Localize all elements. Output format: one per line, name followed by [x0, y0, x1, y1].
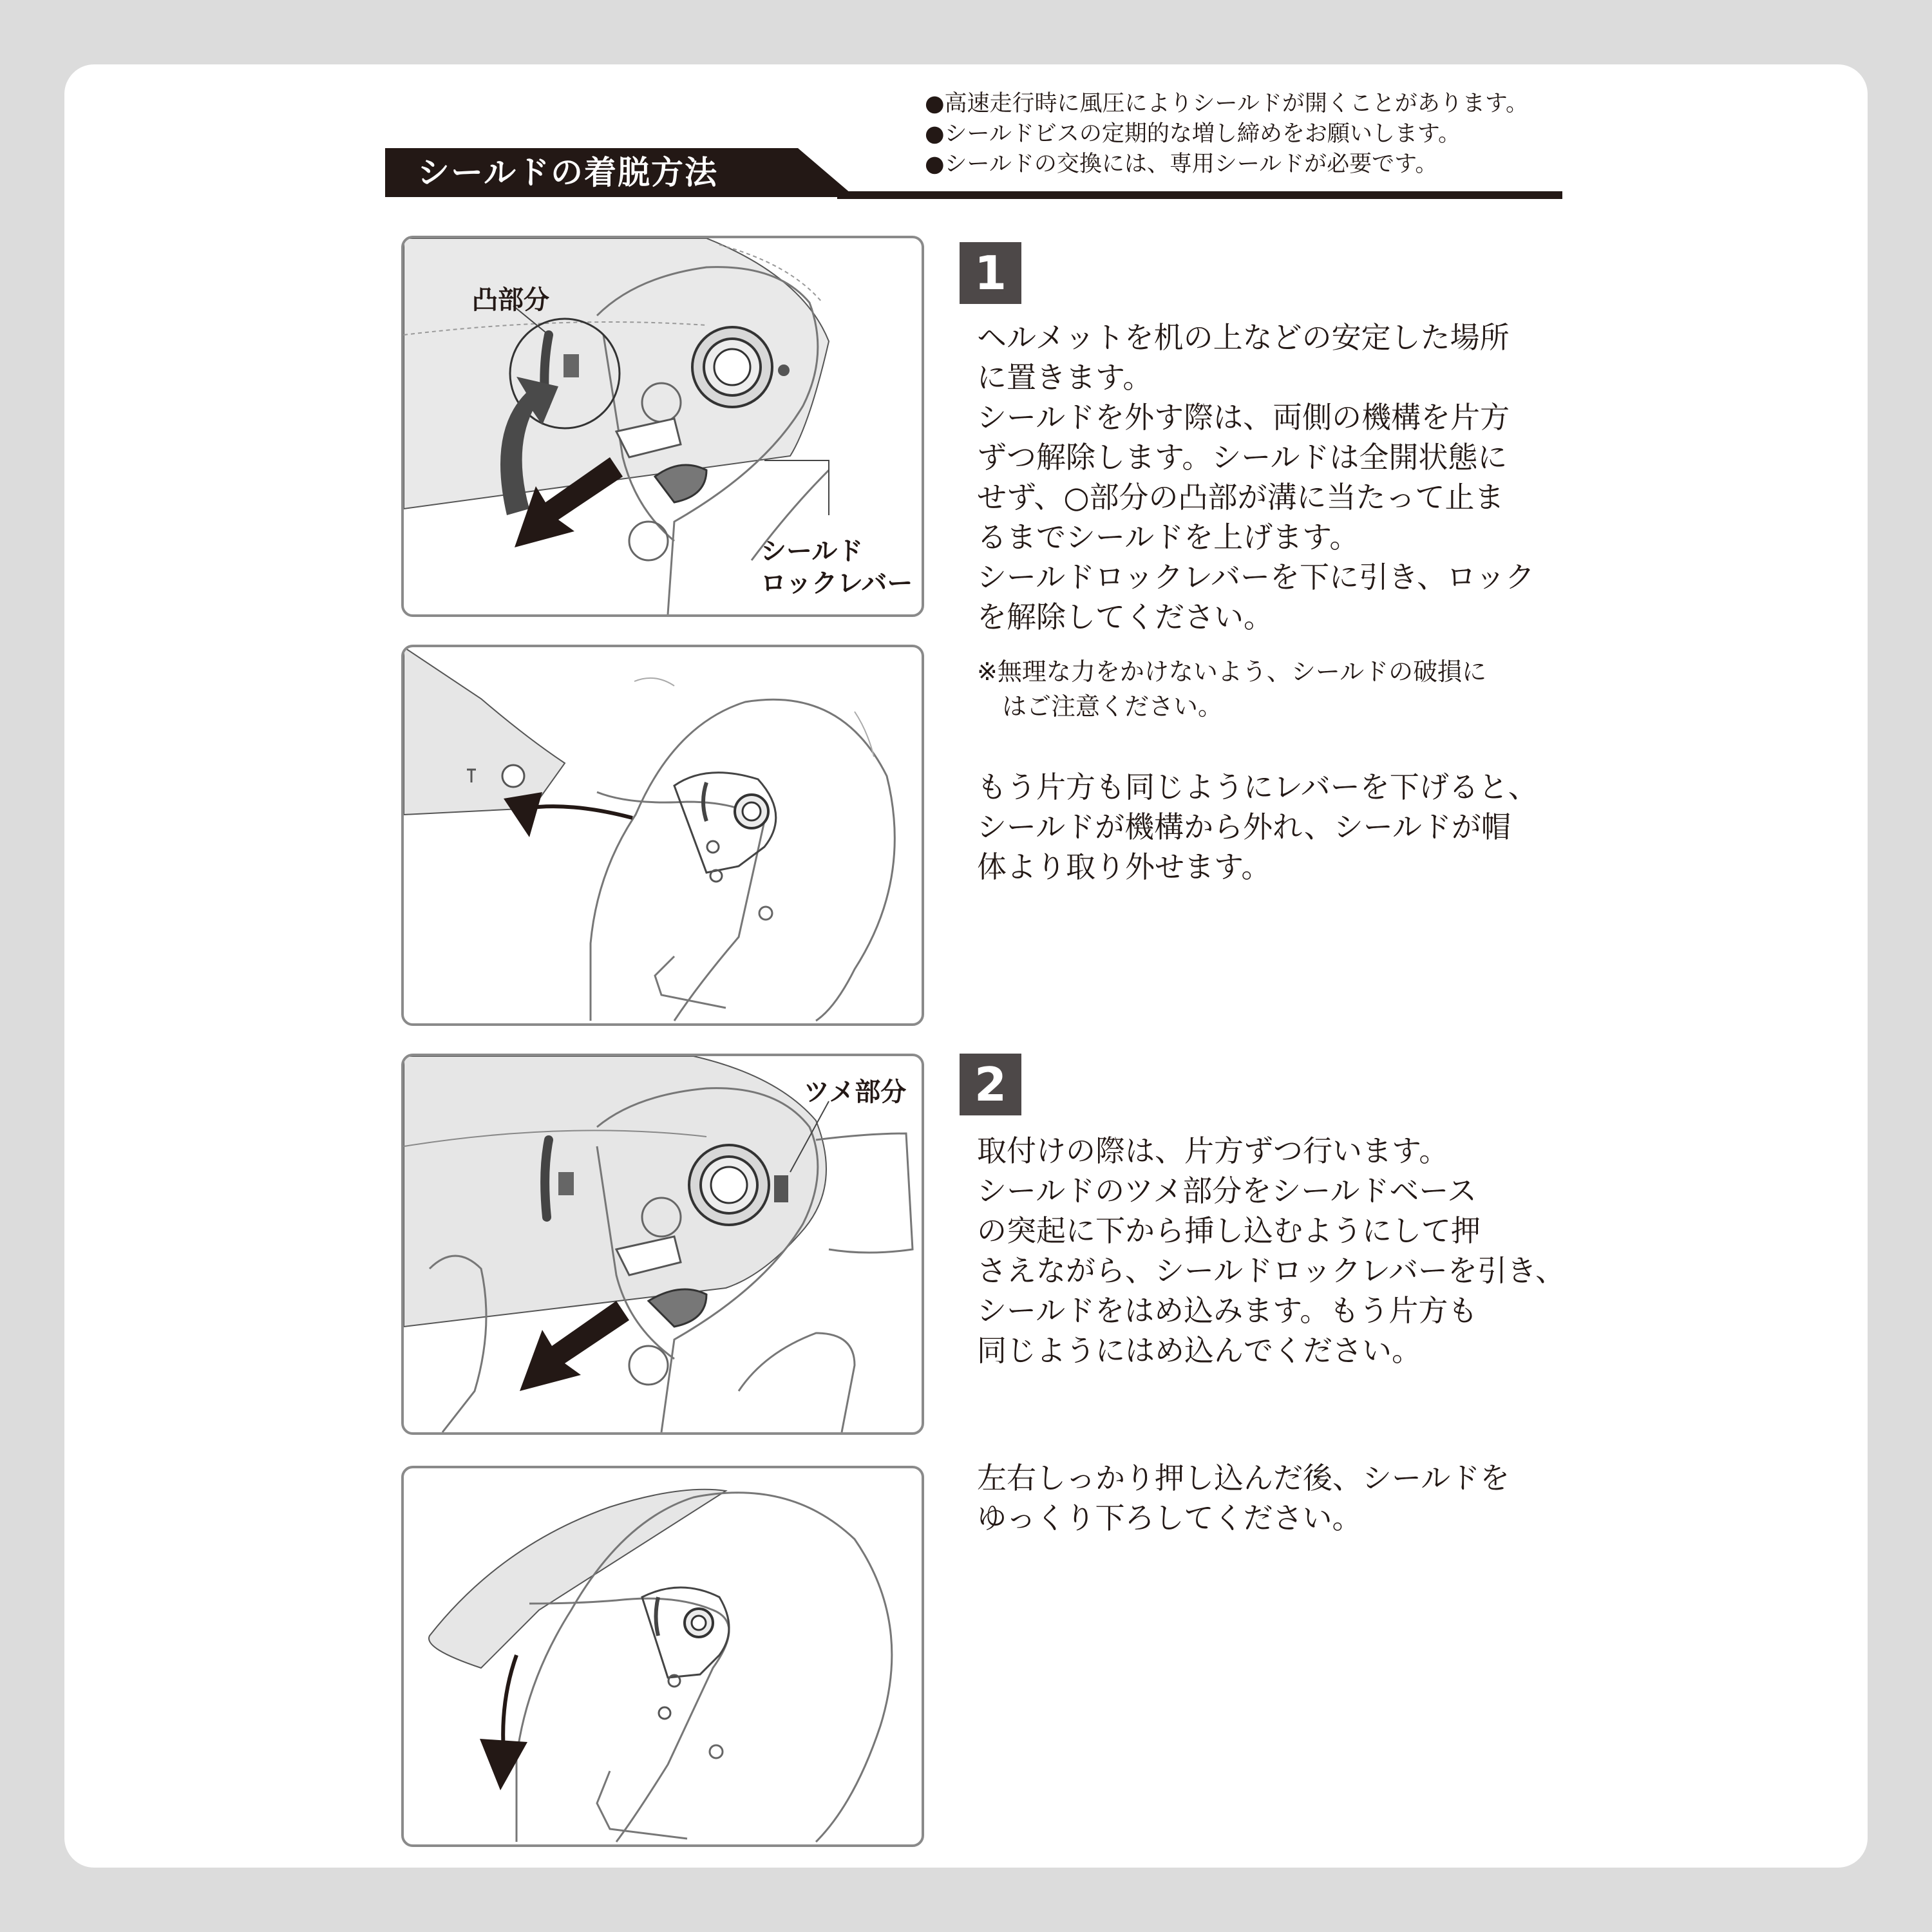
caution-note: ●高速走行時に風圧によりシールドが開くことがあります。 — [925, 91, 1529, 117]
section-title: シールドの着脱方法 — [417, 154, 718, 191]
text-line: もう片方も同じようにレバーを下げると、 — [977, 770, 1538, 804]
text-line: シールドロックレバーを下に引き、ロック — [977, 560, 1535, 594]
step1-remove-instructions — [977, 767, 1544, 887]
text-line: さえながら、シールドロックレバーを引き、 — [977, 1253, 1566, 1288]
text-line: 左右しっかり押し込んだ後、シールドを — [977, 1461, 1510, 1495]
step2-lower-instructions — [977, 1458, 1544, 1538]
illustration-attach-shield — [401, 1054, 924, 1435]
text-line: 取付けの際は、片方ずつ行います。 — [977, 1133, 1449, 1168]
step1-instructions — [977, 317, 1544, 637]
helmet-shield-removal-drawing — [404, 647, 922, 1023]
text-line: せず、○部分の凸部が溝に当たって止ま — [977, 480, 1504, 515]
callout-convex-part: 凸部分 — [472, 285, 549, 315]
step2-instructions — [977, 1131, 1566, 1370]
text-line: シールドが機構から外れ、シールドが帽 — [977, 810, 1511, 844]
text-line: るまでシールドを上げます。 — [977, 520, 1359, 554]
text-line: 同じようにはめ込んでください。 — [977, 1333, 1421, 1368]
text-line: ヘルメットを机の上などの安定した場所 — [977, 320, 1510, 355]
instruction-sheet — [64, 64, 1868, 1868]
caution-note: ●シールドの交換には、専用シールドが必要です。 — [925, 151, 1438, 177]
text-line: の突起に下から挿し込むようにして押 — [977, 1213, 1481, 1248]
text-line: ゆっくり下ろしてください。 — [977, 1501, 1362, 1535]
caution-notes — [925, 89, 1528, 180]
text-line: シールドのツメ部分をシールドベース — [977, 1173, 1477, 1208]
text-line: 体より取り外せます。 — [977, 849, 1271, 884]
callout-lock-lever-line2: ロックレバー — [761, 569, 913, 598]
text-line: を解除してください。 — [977, 600, 1273, 634]
text-line: に置きます。 — [977, 360, 1153, 395]
text-line: シールドを外す際は、両側の機構を片方 — [977, 400, 1510, 435]
illustration-lower-shield — [401, 1466, 924, 1847]
step1-caution-line2: はご注意ください。 — [1002, 692, 1223, 721]
illustration-remove-shield — [401, 645, 924, 1026]
helmet-shield-lower-drawing — [404, 1468, 922, 1844]
step1-caution-line1: ※無理な力をかけないよう、シールドの破損に — [977, 658, 1487, 686]
text-line: シールドをはめ込みます。もう片方も — [977, 1293, 1478, 1328]
title-rule — [837, 191, 1562, 199]
text-line: ずつ解除します。シールドは全開状態に — [977, 440, 1508, 475]
caution-note: ●シールドビスの定期的な増し締めをお願いします。 — [925, 121, 1461, 147]
callout-lock-lever-line1: シールド — [761, 536, 864, 566]
step-number-2: 2 — [960, 1054, 1021, 1115]
helmet-shield-attach-drawing — [404, 1056, 922, 1432]
step-number-1: 1 — [960, 242, 1021, 304]
callout-claw-part: ツメ部分 — [804, 1077, 907, 1107]
